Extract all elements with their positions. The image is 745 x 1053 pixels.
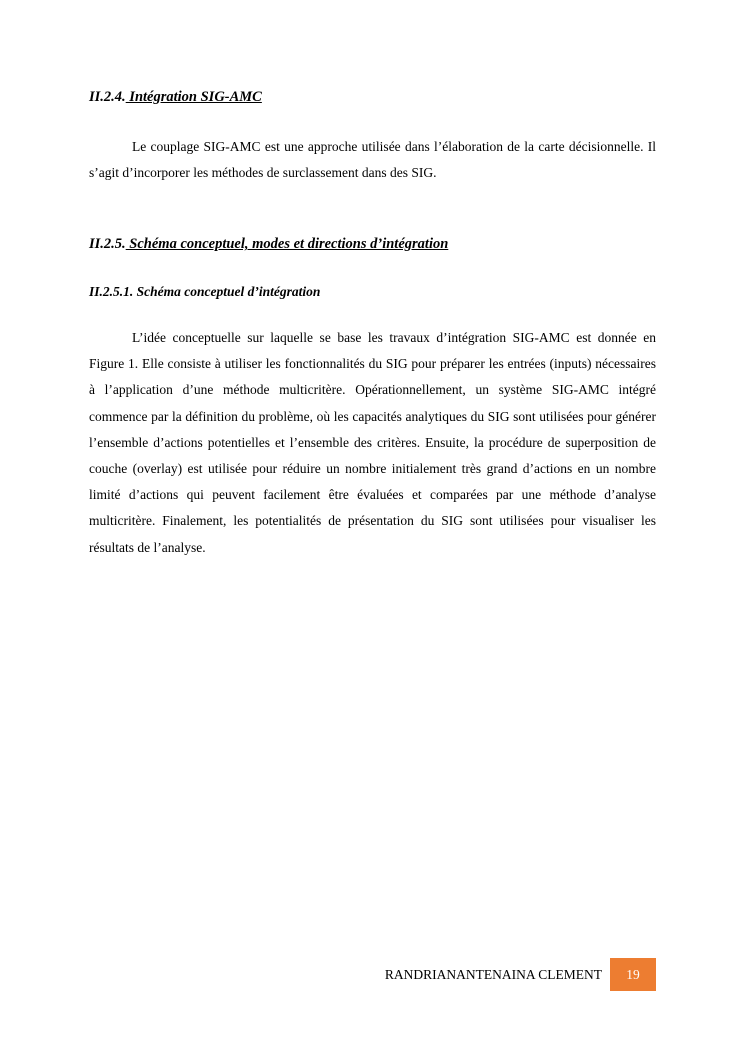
section-heading-2-2-4 xyxy=(89,89,262,106)
page-number-badge: 19 xyxy=(610,958,656,991)
footer-author: RANDRIANANTENAINA CLEMENT xyxy=(384,967,602,982)
section-heading-2-2-5 xyxy=(89,236,448,253)
subsection-heading-2-2-5-1: II.2.5.1. Schéma conceptuel d’intégration xyxy=(89,284,321,299)
page-footer xyxy=(0,958,656,991)
section-title: Intégration SIG-AMC xyxy=(125,89,262,105)
section-title: Schéma conceptuel, modes et directions d’intégration xyxy=(125,236,449,252)
section-number: II.2.4. xyxy=(89,89,126,105)
paragraph-integration: Le couplage SIG-AMC est une approche utilisée dans l’élaboration de la carte décisionnelle. Il s’agit d’incorporer les méthodes de surclassement dans des SIG. xyxy=(89,139,656,181)
section-number: II.2.5. xyxy=(89,236,126,252)
paragraph-conceptual-schema: L’idée conceptuelle sur laquelle se base les travaux d’intégration SIG-AMC est donnée en Figure 1. Elle consiste à utiliser les fonctionnalités du SIG pour préparer les entrées (inputs) nécessaires à l’application d’une méthode multicritère. Opérationnellement, un système SIG-AMC intégré commence par la définition du problème, où les capacités analytiques du SIG sont utilisées pour générer l’ensemble d’actions potentielles et l’ensemble des critères. Ensuite, la procédure de superposition de couche (overlay) est utilisée pour réduire un nombre initialement très grand d’actions en un nombre limité d’actions qui peuvent facilement être évaluées et comparées par une méthode d’analyse multicritère. Finalement, les potentialités de présentation du SIG sont utilisées pour visualiser les résultats de l’analyse. xyxy=(89,330,656,555)
